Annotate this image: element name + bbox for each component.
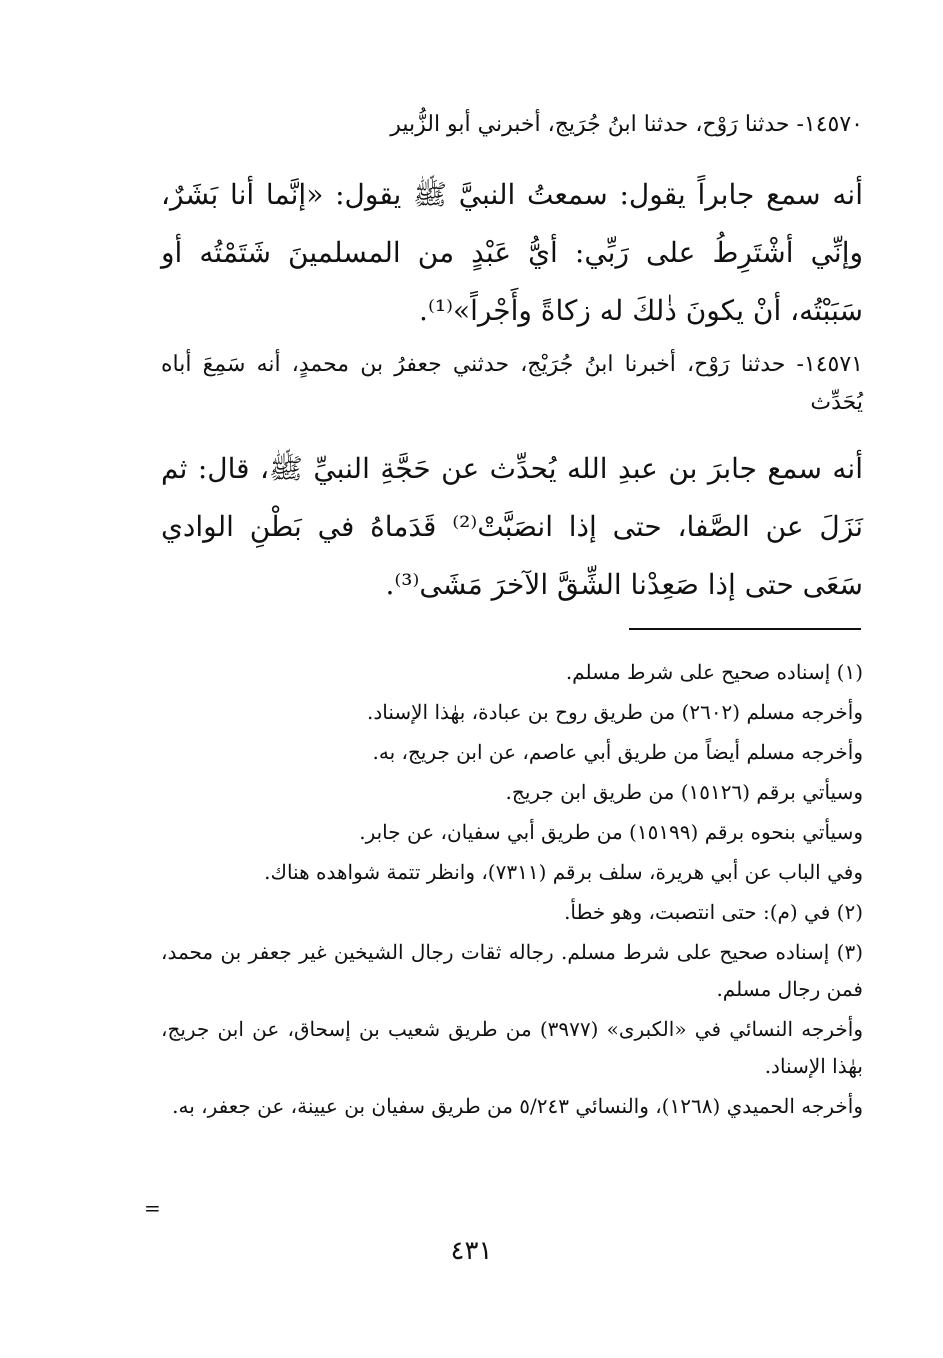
hadith-14570-matn: أنه سمع جابراً يقول: سمعتُ النبيَّ ﷺ يقول: «إنَّما أنا بَشَرٌ، وإنِّي أشْتَرِطُ على رَبِّي: أيُّ عَبْدٍ من المسلمينَ شَتَمْتُه أو سَبَبْتُه، أنْ يكونَ ذٰلكَ له زكاةً وأَجْراً»⁽¹⁾. bbox=[161, 178, 864, 327]
footnotes bbox=[161, 654, 863, 1128]
footnote-2: (٢) في (م): حتى انتصبت، وهو خطأ. bbox=[564, 900, 863, 924]
footnote-line: وسيأتي برقم (١٥١٢٦) من طريق ابن جريج. bbox=[505, 780, 863, 804]
page-number: ٤٣١ bbox=[450, 1236, 493, 1266]
hadith-14571-isnad: ١٤٥٧١- حدثنا رَوْح، أخبرنا ابنُ جُرَيْج، حدثني جعفرُ بن محمدٍ، أنه سَمِعَ أباه يُحَدِّث bbox=[161, 352, 863, 415]
continuation-mark: = bbox=[144, 1196, 161, 1220]
footnote-line: وأخرجه مسلم أيضاً من طريق أبي عاصم، عن ابن جريج، به. bbox=[372, 740, 863, 764]
footnote-line: وأخرجه النسائي في «الكبرى» (٣٩٧٧) من طريق شعيب بن إسحاق، عن ابن جريج، بهٰذا الإسناد. bbox=[161, 1017, 863, 1078]
footnote-line: وفي الباب عن أبي هريرة، سلف برقم (٧٣١١)، وانظر تتمة شواهده هناك. bbox=[264, 860, 863, 884]
hadith-14570-isnad: ١٤٥٧٠- حدثنا رَوْح، حدثنا ابنُ جُرَيج، أخبرني أبو الزُّبير bbox=[390, 112, 863, 137]
hadith-14571-matn: أنه سمع جابرَ بن عبدِ الله يُحدِّث عن حَجَّةِ النبيِّ ﷺ، قال: ثم نَزَلَ عن الصَّفا، حتى إذا انصَبَّتْ⁽²⁾ قَدَماهُ في بَطْنِ الوادي سَعَى حتى إذا صَعِدْنا الشِّقَّ الآخرَ مَشَى⁽³⁾. bbox=[161, 452, 864, 601]
footnote-3: (٣) إسناده صحيح على شرط مسلم. رجاله ثقات رجال الشيخين غير جعفر بن محمد، فمن رجال مسلم. bbox=[161, 940, 863, 1001]
footnote-separator bbox=[629, 628, 861, 630]
footnote-line: وسيأتي بنحوه برقم (١٥١٩٩) من طريق أبي سفيان، عن جابر. bbox=[359, 820, 863, 844]
footnote-line: وأخرجه مسلم (٢٦٠٢) من طريق روح بن عبادة، بهٰذا الإسناد. bbox=[367, 700, 863, 724]
footnote-1: (١) إسناده صحيح على شرط مسلم. bbox=[565, 660, 863, 684]
footnote-line: وأخرجه الحميدي (١٢٦٨)، والنسائي ٥/٢٤٣ من طريق سفيان بن عيينة، عن جعفر، به. bbox=[172, 1094, 863, 1118]
